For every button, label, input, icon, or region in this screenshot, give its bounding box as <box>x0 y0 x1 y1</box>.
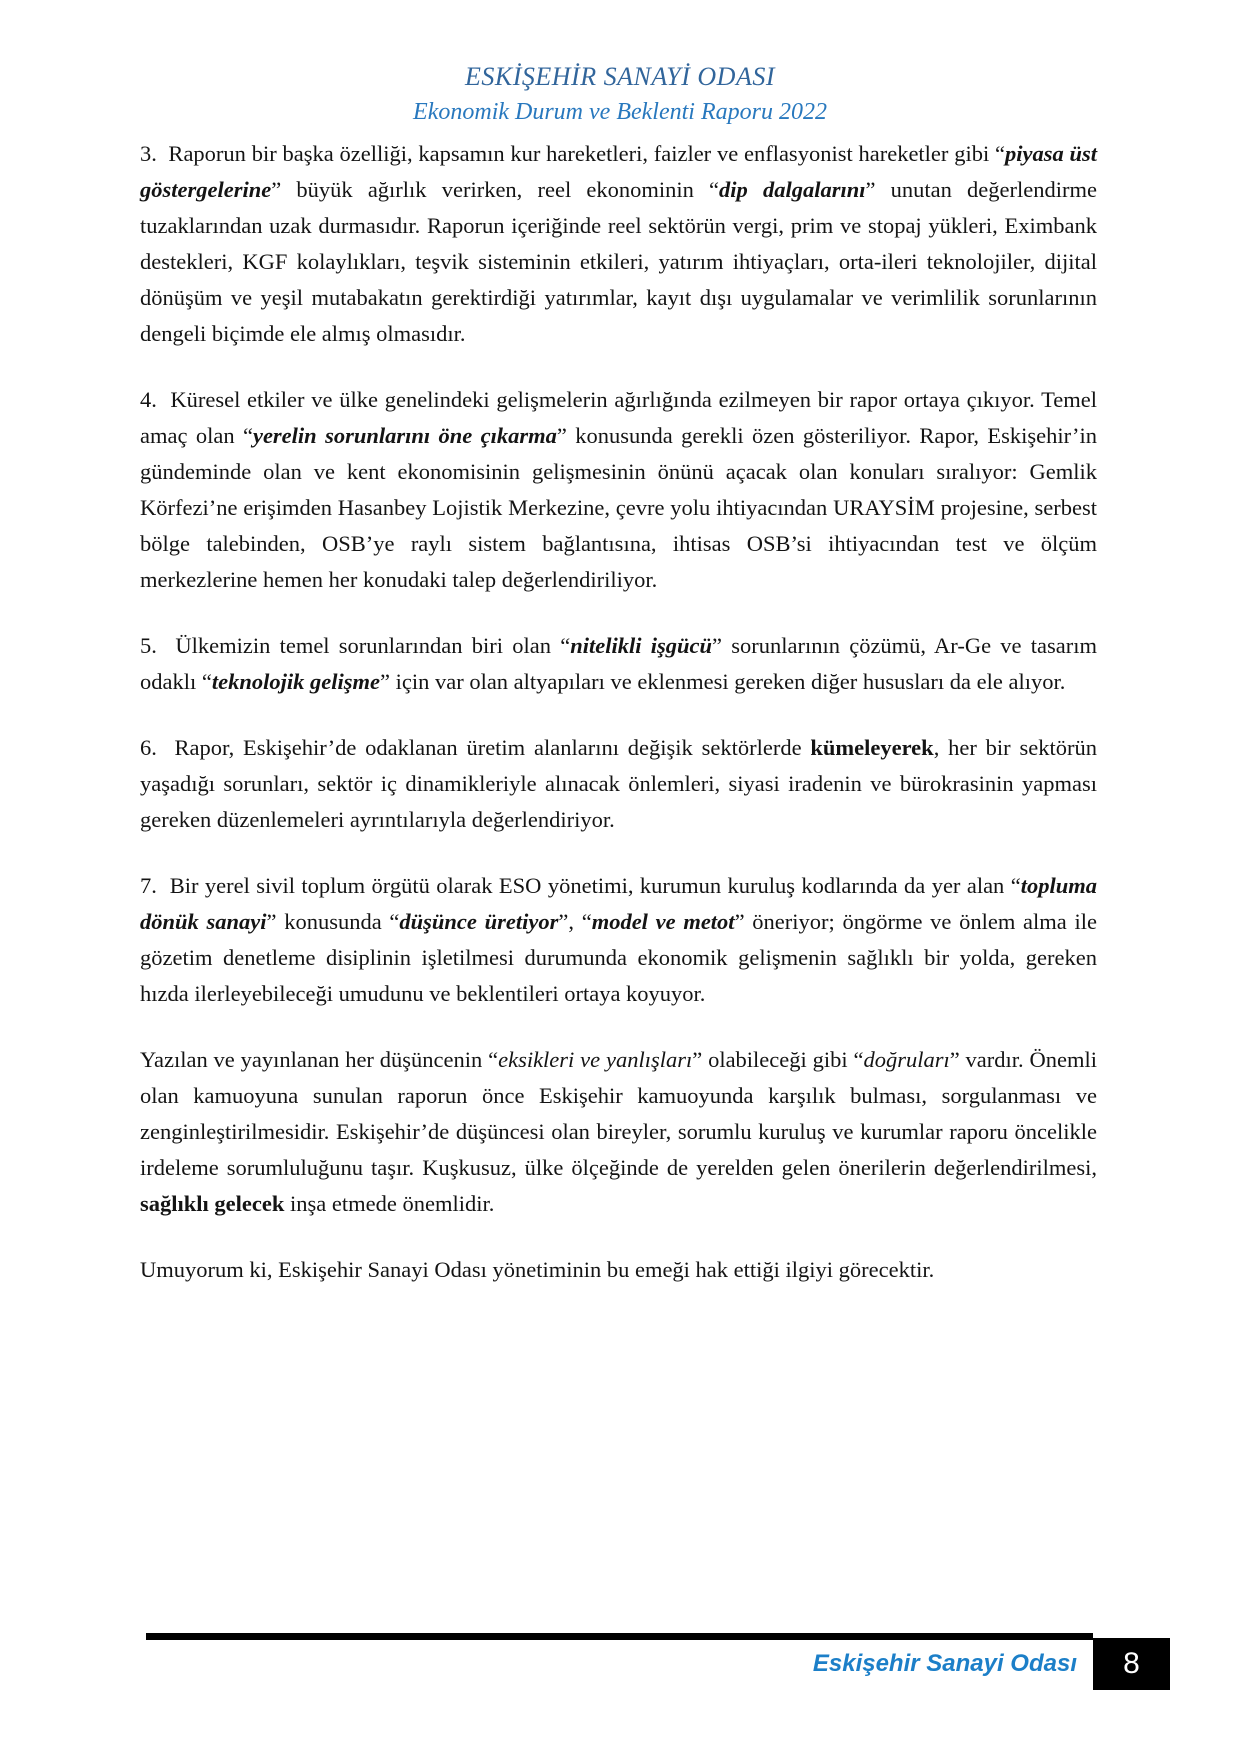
text-run: topluma dönük sanayi <box>140 873 1097 934</box>
text-run: 3. Raporun bir başka özelliği, kapsamın kur hareketleri, faizler ve enflasyonist hareketler gibi “ <box>140 141 1005 166</box>
text-run: dip dalgalarını <box>719 177 866 202</box>
page-number-box <box>1093 1638 1170 1690</box>
footer-rule <box>146 1633 1093 1640</box>
text-run: ” büyük ağırlık verirken, reel ekonominin “ <box>271 177 720 202</box>
text-run: nitelikli işgücü <box>570 633 712 658</box>
text-run: inşa etmede önemlidir. <box>284 1191 495 1216</box>
report-header <box>0 62 1240 126</box>
text-run: ” sorunlarının çözümü, Ar-Ge ve tasarım odaklı “ <box>140 633 1098 694</box>
page-number: 8 <box>1123 1647 1140 1680</box>
report-title: ESKİŞEHİR SANAYİ ODASI <box>465 62 775 91</box>
paragraph <box>140 730 1097 838</box>
text-run: model ve metot <box>591 909 735 934</box>
text-run: Umuyorum ki, Eskişehir Sanayi Odası yönetiminin bu emeği hak ettiği ilgiyi görecektir. <box>140 1257 935 1282</box>
paragraph <box>140 1042 1097 1222</box>
paragraph <box>140 868 1097 1012</box>
text-run: yerelin sorunlarını öne çıkarma <box>252 423 557 448</box>
paragraph <box>140 382 1097 598</box>
text-run: ” konusunda gerekli özen gösteriliyor. Rapor, Eskişehir’in gündeminde olan ve kent ekonomisinin gelişmesinin önünü açacak olan konuları sıralıyor: Gemlik Körfezi’ne erişimden Hasanbey Lojistik Merkezine, çevre yolu ihtiyacından URAYSİM projesine, serbest bölge talebinden, OSB’ye raylı sistem bağlantısına, ihtisas OSB’si ihtiyacından test ve ölçüm merkezlerine hemen her konudaki talep değerlendiriliyor. <box>140 423 1097 592</box>
text-run: ” unutan değerlendirme tuzaklarından uzak durmasıdır. Raporun içeriğinde reel sektörün vergi, prim ve stopaj yükleri, Eximbank destekleri, KGF kolaylıkları, teşvik sisteminin etkileri, yatırım ihtiyaçları, orta-ileri teknolojiler, dijital dönüşüm ve yeşil mutabakatın gerektirdiği yatırımlar, kayıt dışı uygulamalar ve verimlilik sorunlarının dengeli biçimde ele almış olmasıdır. <box>140 177 1097 346</box>
document-body <box>140 136 1097 1318</box>
text-run: ” için var olan altyapıları ve eklenmesi gereken diğer hususları da ele alıyor. <box>379 669 1066 694</box>
text-run: Yazılan ve yayınlanan her düşüncenin “ <box>140 1047 499 1072</box>
text-run: 6. Rapor, Eskişehir’de odaklanan üretim alanlarını değişik sektörlerde <box>140 735 811 760</box>
text-run: kümeleyerek <box>810 735 934 760</box>
text-run: 7. Bir yerel sivil toplum örgütü olarak ESO yönetimi, kurumun kuruluş kodlarında da yer alan “ <box>140 873 1021 898</box>
paragraph <box>140 1252 1097 1288</box>
text-run: düşünce üretiyor <box>399 909 559 934</box>
text-run: ” öneriyor; öngörme ve önlem alma ile gözetim denetleme disiplinin işletilmesi durumunda ekonomik gelişmenin sağlıklı bir yolda, gereken hızda ilerleyebileceği umudunu ve beklentileri ortaya koyuyor. <box>140 909 1097 1006</box>
text-run: ” olabileceği gibi “ <box>692 1047 864 1072</box>
report-subtitle: Ekonomik Durum ve Beklenti Raporu 2022 <box>413 99 827 125</box>
paragraph <box>140 628 1097 700</box>
text-run: eksikleri ve yanlışları <box>498 1047 693 1072</box>
footer-org-name: Eskişehir Sanayi Odası <box>812 1650 1077 1677</box>
text-run: 4. Küresel etkiler ve ülke genelindeki gelişmelerin ağırlığında ezilmeyen bir rapor ortaya çıkıyor. Temel amaç olan “ <box>140 387 1097 448</box>
text-run: 5. Ülkemizin temel sorunlarından biri olan “ <box>140 633 571 658</box>
text-run: piyasa üst göstergelerine <box>140 141 1098 202</box>
text-run: ” konusunda “ <box>266 909 400 934</box>
text-run: , her bir sektörün yaşadığı sorunları, sektör iç dinamikleriyle alınacak önlemleri, siyasi iradenin ve bürokrasinin yapması gereken düzenlemeleri ayrıntılarıyla değerlendiriyor. <box>140 735 1097 832</box>
text-run: ” vardır. Önemli olan kamuoyuna sunulan raporun önce Eskişehir kamuoyunda karşılık bulması, sorgulanması ve zenginleştirilmesidir. Eskişehir’de düşüncesi olan bireyler, sorumlu kuruluş ve kurumlar raporu öncelikle irdeleme sorumluluğunu taşır. Kuşkusuz, ülke ölçeğinde de yerelden gelen önerilerin değerlendirilmesi, <box>140 1047 1097 1180</box>
text-run: ”, “ <box>558 909 592 934</box>
text-run: doğruları <box>863 1047 950 1072</box>
text-run: sağlıklı gelecek <box>140 1191 285 1216</box>
text-run: teknolojik gelişme <box>211 669 380 694</box>
paragraph <box>140 136 1097 352</box>
